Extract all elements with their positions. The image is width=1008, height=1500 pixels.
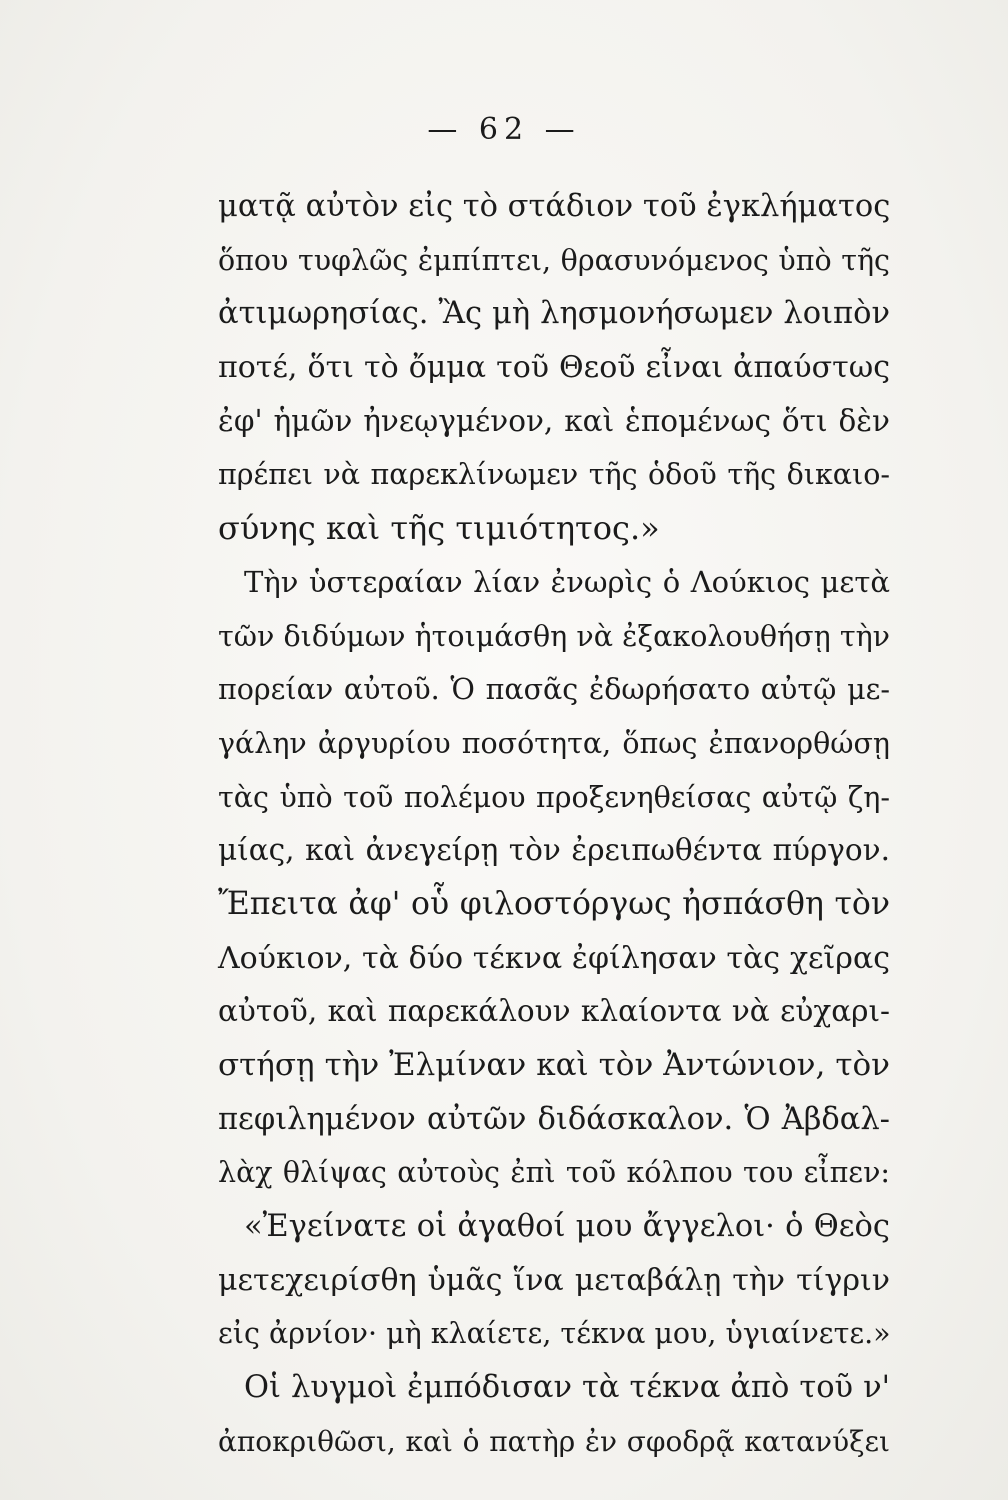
text-line: τῶν διδύμων ἡτοιμάσθη νὰ ἐξακολουθήσῃ τὴν: [218, 619, 890, 653]
body-text: [218, 180, 890, 1469]
text-line: Λούκιον, τὰ δύο τέκνα ἐφίλησαν τὰς χεῖρας: [218, 940, 890, 976]
text-line: γάλην ἀργυρίου ποσότητα, ὅπως ἐπανορθώσῃ: [218, 726, 890, 760]
text-line: στήσῃ τὴν Ἐλμίναν καὶ τὸν Ἀντώνιον, τὸν: [218, 1047, 890, 1083]
text-line: σύνης καὶ τῆς τιμιότητος.»: [218, 509, 660, 548]
page-number: — 62 —: [427, 112, 581, 147]
text-line: ματᾷ αὐτὸν εἰς τὸ στάδιον τοῦ ἐγκλήματος: [218, 189, 891, 224]
text-line: τὰς ὑπὸ τοῦ πολέμου προξενηθείσας αὐτῷ ζη-: [218, 780, 890, 814]
text-line: μίας, καὶ ἀνεγείρῃ τὸν ἐρειπωθέντα πύργον.: [218, 833, 890, 868]
text-line: αὐτοῦ, καὶ παρεκάλουν κλαίοντα νὰ εὐχαρι-: [218, 994, 890, 1029]
text-line: ἐφ' ἡμῶν ἠνεῳγμένον, καὶ ἑπομένως ὅτι δὲν: [218, 403, 890, 438]
text-line: ποτέ, ὅτι τὸ ὄμμα τοῦ Θεοῦ εἶναι ἀπαύστως: [218, 350, 890, 386]
text-line: εἰς ἀρνίον· μὴ κλαίετε, τέκνα μου, ὑγιαίνετε.»: [218, 1317, 891, 1351]
text-line: πορείαν αὐτοῦ. Ὁ πασᾶς ἐδωρήσατο αὐτῷ με-: [218, 673, 890, 707]
text-line: ἀποκριθῶσι, καὶ ὁ πατὴρ ἐν σφοδρᾷ κατανύξει: [218, 1424, 890, 1458]
text-line: πεφιλημένον αὐτῶν διδάσκαλον. Ὁ Ἀβδαλ-: [218, 1101, 890, 1137]
text-line: λὰχ θλίψας αὐτοὺς ἐπὶ τοῦ κόλπου του εἶπεν:: [218, 1156, 890, 1190]
text-line: μετεχειρίσθη ὑμᾶς ἵνα μεταβάλῃ τὴν τίγριν: [218, 1262, 890, 1298]
text-line: ἀτιμωρησίας. Ἂς μὴ λησμονήσωμεν λοιπὸν: [218, 296, 890, 332]
text-line: Τὴν ὑστεραίαν λίαν ἐνωρὶς ὁ Λούκιος μετὰ: [244, 564, 890, 599]
text-line: ὅπου τυφλῶς ἐμπίπτει, θρασυνόμενος ὑπὸ τῆς: [218, 243, 890, 277]
text-line: Ἔπειτα ἀφ' οὗ φιλοστόργως ἠσπάσθη τὸν: [218, 885, 890, 922]
text-line: Οἱ λυγμοὶ ἐμπόδισαν τὰ τέκνα ἀπὸ τοῦ ν': [244, 1370, 890, 1406]
text-line: «Ἐγείνατε οἱ ἀγαθοί μου ἄγγελοι· ὁ Θεὸς: [244, 1209, 890, 1245]
text-line: πρέπει νὰ παρεκλίνωμεν τῆς ὁδοῦ τῆς δικαιο-: [218, 458, 890, 492]
